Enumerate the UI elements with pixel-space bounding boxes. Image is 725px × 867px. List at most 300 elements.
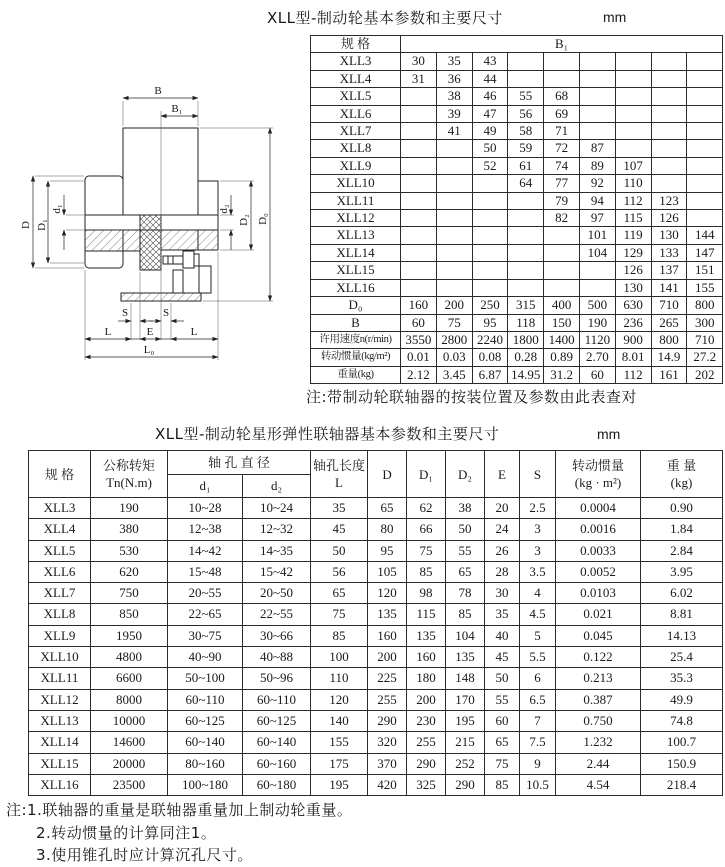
table-cell: 85 — [407, 561, 446, 582]
brake-wheel-table — [310, 35, 723, 384]
table-cell — [401, 88, 437, 105]
row-label: XLL9 — [311, 157, 401, 174]
row-label: D₀ — [311, 297, 401, 314]
table-cell: 26 — [485, 540, 520, 561]
table-cell: 320 — [368, 732, 407, 753]
table-cell: 112 — [615, 366, 651, 383]
table-cell: 65 — [485, 732, 520, 753]
table-cell: 180 — [407, 668, 446, 689]
table1-note: 注:带制动轮联轴器的按装位置及参数由此表查对 — [306, 388, 638, 406]
row-label: XLL13 — [311, 227, 401, 244]
table2-header-spec: 规 格 — [29, 451, 91, 498]
table-cell: 137 — [651, 262, 687, 279]
table-cell — [651, 70, 687, 87]
row-label: 许用速度n(r/min) — [311, 331, 401, 348]
length-label-line2: L — [335, 475, 343, 490]
table-cell — [436, 140, 472, 157]
table-cell: 60 — [485, 710, 520, 731]
dim-label-L-left: L — [104, 326, 112, 338]
table-cell: 105 — [368, 561, 407, 582]
table-cell: 65 — [311, 583, 368, 604]
table-cell: 94 — [579, 192, 615, 209]
table-cell — [401, 227, 437, 244]
table-cell: 3.95 — [641, 561, 723, 582]
table-cell: 38 — [446, 498, 485, 519]
table-cell: 255 — [407, 732, 446, 753]
table-cell — [508, 227, 544, 244]
table-cell: 200 — [436, 297, 472, 314]
table-cell: 290 — [368, 710, 407, 731]
table-cell: 60~160 — [243, 753, 311, 774]
table-cell: 59 — [508, 140, 544, 157]
table-cell: 155 — [311, 732, 368, 753]
table-cell: 104 — [446, 625, 485, 646]
table-cell — [579, 70, 615, 87]
table-cell: 160 — [368, 625, 407, 646]
table2-unit-label: mm — [597, 426, 621, 442]
table2-header-row1 — [29, 451, 723, 475]
table-cell — [508, 262, 544, 279]
table-cell: 60~125 — [243, 710, 311, 731]
row-label: XLL12 — [29, 689, 91, 710]
inertia-label-line2: (kg · m²) — [574, 475, 622, 490]
table-cell: 85 — [485, 774, 520, 795]
row-label: XLL8 — [29, 604, 91, 625]
table-cell: 2.44 — [556, 753, 641, 774]
table-cell: 82 — [544, 210, 580, 227]
table-cell — [687, 88, 723, 105]
table-cell: 39 — [436, 105, 472, 122]
table-cell: 5 — [520, 625, 556, 646]
table-cell: 38 — [436, 88, 472, 105]
table-cell: 62 — [407, 498, 446, 519]
table2-row — [29, 774, 723, 795]
table-cell: 14.95 — [508, 366, 544, 383]
table1-row — [311, 105, 723, 122]
table-cell: 230 — [407, 710, 446, 731]
table-cell: 265 — [651, 314, 687, 331]
table-cell: 0.89 — [544, 349, 580, 366]
table-cell: 35 — [311, 498, 368, 519]
table-cell — [472, 279, 508, 296]
table-cell: 115 — [615, 210, 651, 227]
table-cell — [615, 123, 651, 140]
row-label: XLL12 — [311, 210, 401, 227]
table-cell: 0.213 — [556, 668, 641, 689]
row-label: XLL14 — [311, 244, 401, 261]
row-label: XLL11 — [311, 192, 401, 209]
table-cell — [579, 53, 615, 70]
table2-header-length — [311, 451, 368, 498]
table-cell: 65 — [368, 498, 407, 519]
table-cell: 75 — [485, 753, 520, 774]
table-cell: 120 — [368, 583, 407, 604]
table-cell: 9 — [520, 753, 556, 774]
table-cell: 80~160 — [168, 753, 243, 774]
table-cell: 107 — [615, 157, 651, 174]
table-cell: 160 — [401, 297, 437, 314]
table1-row — [311, 262, 723, 279]
table-cell: 60~140 — [243, 732, 311, 753]
table-cell: 69 — [544, 105, 580, 122]
table-cell: 215 — [446, 732, 485, 753]
table-cell — [472, 244, 508, 261]
table-cell: 61 — [508, 157, 544, 174]
table-cell — [687, 157, 723, 174]
table-cell: 92 — [579, 175, 615, 192]
table1-body — [311, 53, 723, 384]
table-cell: 750 — [91, 583, 168, 604]
table-cell: 1.232 — [556, 732, 641, 753]
table-cell: 31 — [401, 70, 437, 87]
table-cell: 35 — [436, 53, 472, 70]
table-cell: 6.5 — [520, 689, 556, 710]
footnote-1: 注:1.联轴器的重量是联轴器重量加上制动轮重量。 — [6, 801, 353, 819]
table2-row — [29, 561, 723, 582]
table1-unit-label: mm — [603, 9, 627, 25]
table-cell — [401, 123, 437, 140]
inertia-label-line1: 转动惯量 — [572, 458, 625, 473]
dim-label-D: D — [20, 221, 32, 229]
table-cell: 2.12 — [401, 366, 437, 383]
table-cell: 36 — [436, 70, 472, 87]
table1-row — [311, 175, 723, 192]
table-cell — [508, 244, 544, 261]
table-cell: 112 — [615, 192, 651, 209]
table2-row — [29, 753, 723, 774]
table-cell — [472, 210, 508, 227]
table2-header-D1: D₁ — [407, 451, 446, 498]
table-cell — [687, 53, 723, 70]
table2-row — [29, 540, 723, 561]
table-cell: 400 — [544, 297, 580, 314]
table-cell: 290 — [407, 753, 446, 774]
table-cell: 30 — [485, 583, 520, 604]
table-cell: 144 — [687, 227, 723, 244]
table2-header-inertia — [556, 451, 641, 498]
table-cell: 161 — [651, 366, 687, 383]
footnote-2: 2.转动惯量的计算同注1。 — [36, 823, 217, 842]
dim-label-S-right: S — [162, 307, 170, 319]
table-cell: 49 — [472, 123, 508, 140]
table-cell: 0.28 — [508, 349, 544, 366]
table-cell — [401, 279, 437, 296]
table-cell — [687, 175, 723, 192]
table-cell: 225 — [368, 668, 407, 689]
table-cell — [436, 157, 472, 174]
table-cell: 15~42 — [243, 561, 311, 582]
table-cell: 195 — [311, 774, 368, 795]
table-cell: 195 — [446, 710, 485, 731]
table-cell: 1.84 — [641, 519, 723, 540]
drawing-shapes — [85, 128, 218, 301]
table-cell — [579, 105, 615, 122]
table-cell: 900 — [615, 331, 651, 348]
table2-body — [29, 498, 723, 796]
table-cell: 0.0004 — [556, 498, 641, 519]
table2-row — [29, 710, 723, 731]
table-cell: 200 — [407, 689, 446, 710]
table-cell: 56 — [311, 561, 368, 582]
table-cell: 6 — [520, 668, 556, 689]
table-cell: 35 — [485, 604, 520, 625]
table1-row — [311, 157, 723, 174]
table-cell — [687, 140, 723, 157]
table-cell — [615, 70, 651, 87]
table-cell: 6600 — [91, 668, 168, 689]
bolt-nut — [183, 251, 194, 268]
table-cell: 52 — [472, 157, 508, 174]
dim-label-B1: B₁ — [171, 103, 183, 115]
table-cell: 40~88 — [243, 647, 311, 668]
table2-row — [29, 647, 723, 668]
table-cell: 370 — [368, 753, 407, 774]
table-cell: 50~100 — [168, 668, 243, 689]
table-cell — [544, 227, 580, 244]
brake-drum — [123, 128, 198, 215]
table2-header-torque — [91, 451, 168, 498]
table2-row — [29, 689, 723, 710]
table-cell: 50 — [485, 668, 520, 689]
table-cell: 380 — [91, 519, 168, 540]
table-cell — [544, 70, 580, 87]
table-cell: 85 — [446, 604, 485, 625]
table-cell: 55 — [485, 689, 520, 710]
table-cell: 12~38 — [168, 519, 243, 540]
table2-row — [29, 583, 723, 604]
table-cell — [687, 210, 723, 227]
table-cell — [651, 88, 687, 105]
table-cell — [615, 53, 651, 70]
table-cell: 1120 — [579, 331, 615, 348]
table-cell: 3.5 — [520, 561, 556, 582]
table-cell — [401, 157, 437, 174]
table-cell — [687, 105, 723, 122]
table-cell: 7 — [520, 710, 556, 731]
table-cell: 60~110 — [243, 689, 311, 710]
table-cell: 0.01 — [401, 349, 437, 366]
table-cell — [544, 262, 580, 279]
table-cell — [401, 210, 437, 227]
table-cell — [508, 192, 544, 209]
table-cell: 65 — [446, 561, 485, 582]
table-cell: 10~24 — [243, 498, 311, 519]
table-cell: 98 — [407, 583, 446, 604]
table-cell: 325 — [407, 774, 446, 795]
table-cell: 175 — [311, 753, 368, 774]
table1-row — [311, 349, 723, 366]
table-cell: 0.122 — [556, 647, 641, 668]
table-cell — [579, 262, 615, 279]
table-cell: 43 — [472, 53, 508, 70]
table2-row — [29, 732, 723, 753]
table-cell: 12~32 — [243, 519, 311, 540]
dim-label-D0: D₀ — [257, 213, 269, 225]
table-cell — [615, 140, 651, 157]
table-cell — [472, 192, 508, 209]
table-cell: 2240 — [472, 331, 508, 348]
table-cell: 190 — [91, 498, 168, 519]
table1-row — [311, 53, 723, 70]
row-label: XLL3 — [29, 498, 91, 519]
table-cell: 60~110 — [168, 689, 243, 710]
table-cell — [436, 192, 472, 209]
table-cell: 850 — [91, 604, 168, 625]
table-cell: 800 — [687, 297, 723, 314]
table-cell: 0.0016 — [556, 519, 641, 540]
weight-label-line1: 重 量 — [666, 458, 697, 473]
row-label: XLL9 — [29, 625, 91, 646]
row-label: XLL16 — [29, 774, 91, 795]
table-cell: 0.03 — [436, 349, 472, 366]
table-cell: 22~55 — [243, 604, 311, 625]
table-cell: 64 — [508, 175, 544, 192]
table-cell — [651, 105, 687, 122]
table-cell — [436, 227, 472, 244]
table-cell — [436, 279, 472, 296]
table-cell: 58 — [508, 123, 544, 140]
table-cell: 710 — [687, 331, 723, 348]
table-cell: 710 — [651, 297, 687, 314]
row-label: XLL16 — [311, 279, 401, 296]
table-cell: 24 — [485, 519, 520, 540]
table-cell: 129 — [615, 244, 651, 261]
table-cell: 97 — [579, 210, 615, 227]
dim-label-d1: d₁ — [51, 204, 63, 214]
row-label: XLL6 — [311, 105, 401, 122]
table-cell: 150 — [544, 314, 580, 331]
table-cell: 30~75 — [168, 625, 243, 646]
table-cell: 250 — [472, 297, 508, 314]
table-cell: 44 — [472, 70, 508, 87]
table1-row — [311, 140, 723, 157]
coupling-section-drawing — [18, 78, 303, 373]
table1-row — [311, 210, 723, 227]
table-cell — [651, 53, 687, 70]
table2-header-S: S — [520, 451, 556, 498]
row-label: 重量(kg) — [311, 366, 401, 383]
table-cell — [472, 175, 508, 192]
table-cell: 40 — [485, 625, 520, 646]
weight-label-line2: (kg) — [670, 475, 693, 490]
row-label: XLL5 — [29, 540, 91, 561]
table-cell: 46 — [472, 88, 508, 105]
table-cell: 77 — [544, 175, 580, 192]
table-cell — [651, 123, 687, 140]
table-cell — [508, 210, 544, 227]
table-cell: 45 — [311, 519, 368, 540]
table-cell: 252 — [446, 753, 485, 774]
table-cell: 500 — [579, 297, 615, 314]
table1-row — [311, 244, 723, 261]
table1-row — [311, 366, 723, 383]
table-cell: 200 — [368, 647, 407, 668]
table1-row — [311, 88, 723, 105]
row-label: XLL5 — [311, 88, 401, 105]
table-cell: 14.13 — [641, 625, 723, 646]
table-cell: 15~48 — [168, 561, 243, 582]
row-label: XLL10 — [29, 647, 91, 668]
table-cell: 0.0103 — [556, 583, 641, 604]
table-cell: 74.8 — [641, 710, 723, 731]
table-cell: 75 — [436, 314, 472, 331]
table-cell: 130 — [651, 227, 687, 244]
table-cell: 4.5 — [520, 604, 556, 625]
table-cell: 620 — [91, 561, 168, 582]
table-cell — [579, 88, 615, 105]
table-cell: 190 — [579, 314, 615, 331]
table-cell: 3 — [520, 519, 556, 540]
torque-label-line1: 公称转矩 — [102, 458, 155, 473]
torque-label-line2: Tn(N.m) — [106, 475, 152, 490]
table-cell — [436, 175, 472, 192]
table2-header-D: D — [368, 451, 407, 498]
table-cell: 4.54 — [556, 774, 641, 795]
table-cell — [436, 244, 472, 261]
row-label: XLL14 — [29, 732, 91, 753]
row-label: XLL15 — [311, 262, 401, 279]
table-cell — [401, 192, 437, 209]
table-cell: 80 — [368, 519, 407, 540]
table2-title: XLL型-制动轮星形弹性联轴器基本参数和主要尺寸 — [155, 425, 500, 443]
table2-header-bore: 轴 孔 直 径 — [168, 451, 311, 475]
table2-header-E: E — [485, 451, 520, 498]
table-cell: 0.387 — [556, 689, 641, 710]
table2-row — [29, 668, 723, 689]
table-cell: 141 — [651, 279, 687, 296]
table-cell: 14~35 — [243, 540, 311, 561]
table-cell — [687, 123, 723, 140]
row-label: XLL4 — [311, 70, 401, 87]
dim-label-S-left: S — [121, 307, 129, 319]
table-cell: 20~50 — [243, 583, 311, 604]
table-cell: 22~65 — [168, 604, 243, 625]
table-cell: 75 — [311, 604, 368, 625]
table-cell: 100.7 — [641, 732, 723, 753]
table-cell: 60~125 — [168, 710, 243, 731]
table-cell: 120 — [311, 689, 368, 710]
row-label: XLL11 — [29, 668, 91, 689]
table-cell: 28 — [485, 561, 520, 582]
table-cell — [651, 140, 687, 157]
table-cell: 151 — [687, 262, 723, 279]
dim-label-B: B — [154, 85, 162, 97]
table-cell: 10000 — [91, 710, 168, 731]
table-cell — [651, 175, 687, 192]
table-cell — [579, 123, 615, 140]
table-cell: 135 — [446, 647, 485, 668]
row-label: XLL7 — [311, 123, 401, 140]
table-cell — [651, 157, 687, 174]
table-cell: 1800 — [508, 331, 544, 348]
table-cell: 130 — [615, 279, 651, 296]
table-cell — [579, 279, 615, 296]
coupling-table — [28, 450, 723, 796]
length-label-line1: 轴孔长度 — [313, 458, 366, 473]
table-cell: 530 — [91, 540, 168, 561]
table-cell: 126 — [615, 262, 651, 279]
table-cell: 170 — [446, 689, 485, 710]
table-cell: 47 — [472, 105, 508, 122]
table-cell — [687, 192, 723, 209]
table-cell — [508, 53, 544, 70]
table1-row — [311, 227, 723, 244]
table-cell: 118 — [508, 314, 544, 331]
table1-row — [311, 192, 723, 209]
table-cell: 14~42 — [168, 540, 243, 561]
star-element-section — [140, 215, 161, 270]
table-cell: 50 — [311, 540, 368, 561]
